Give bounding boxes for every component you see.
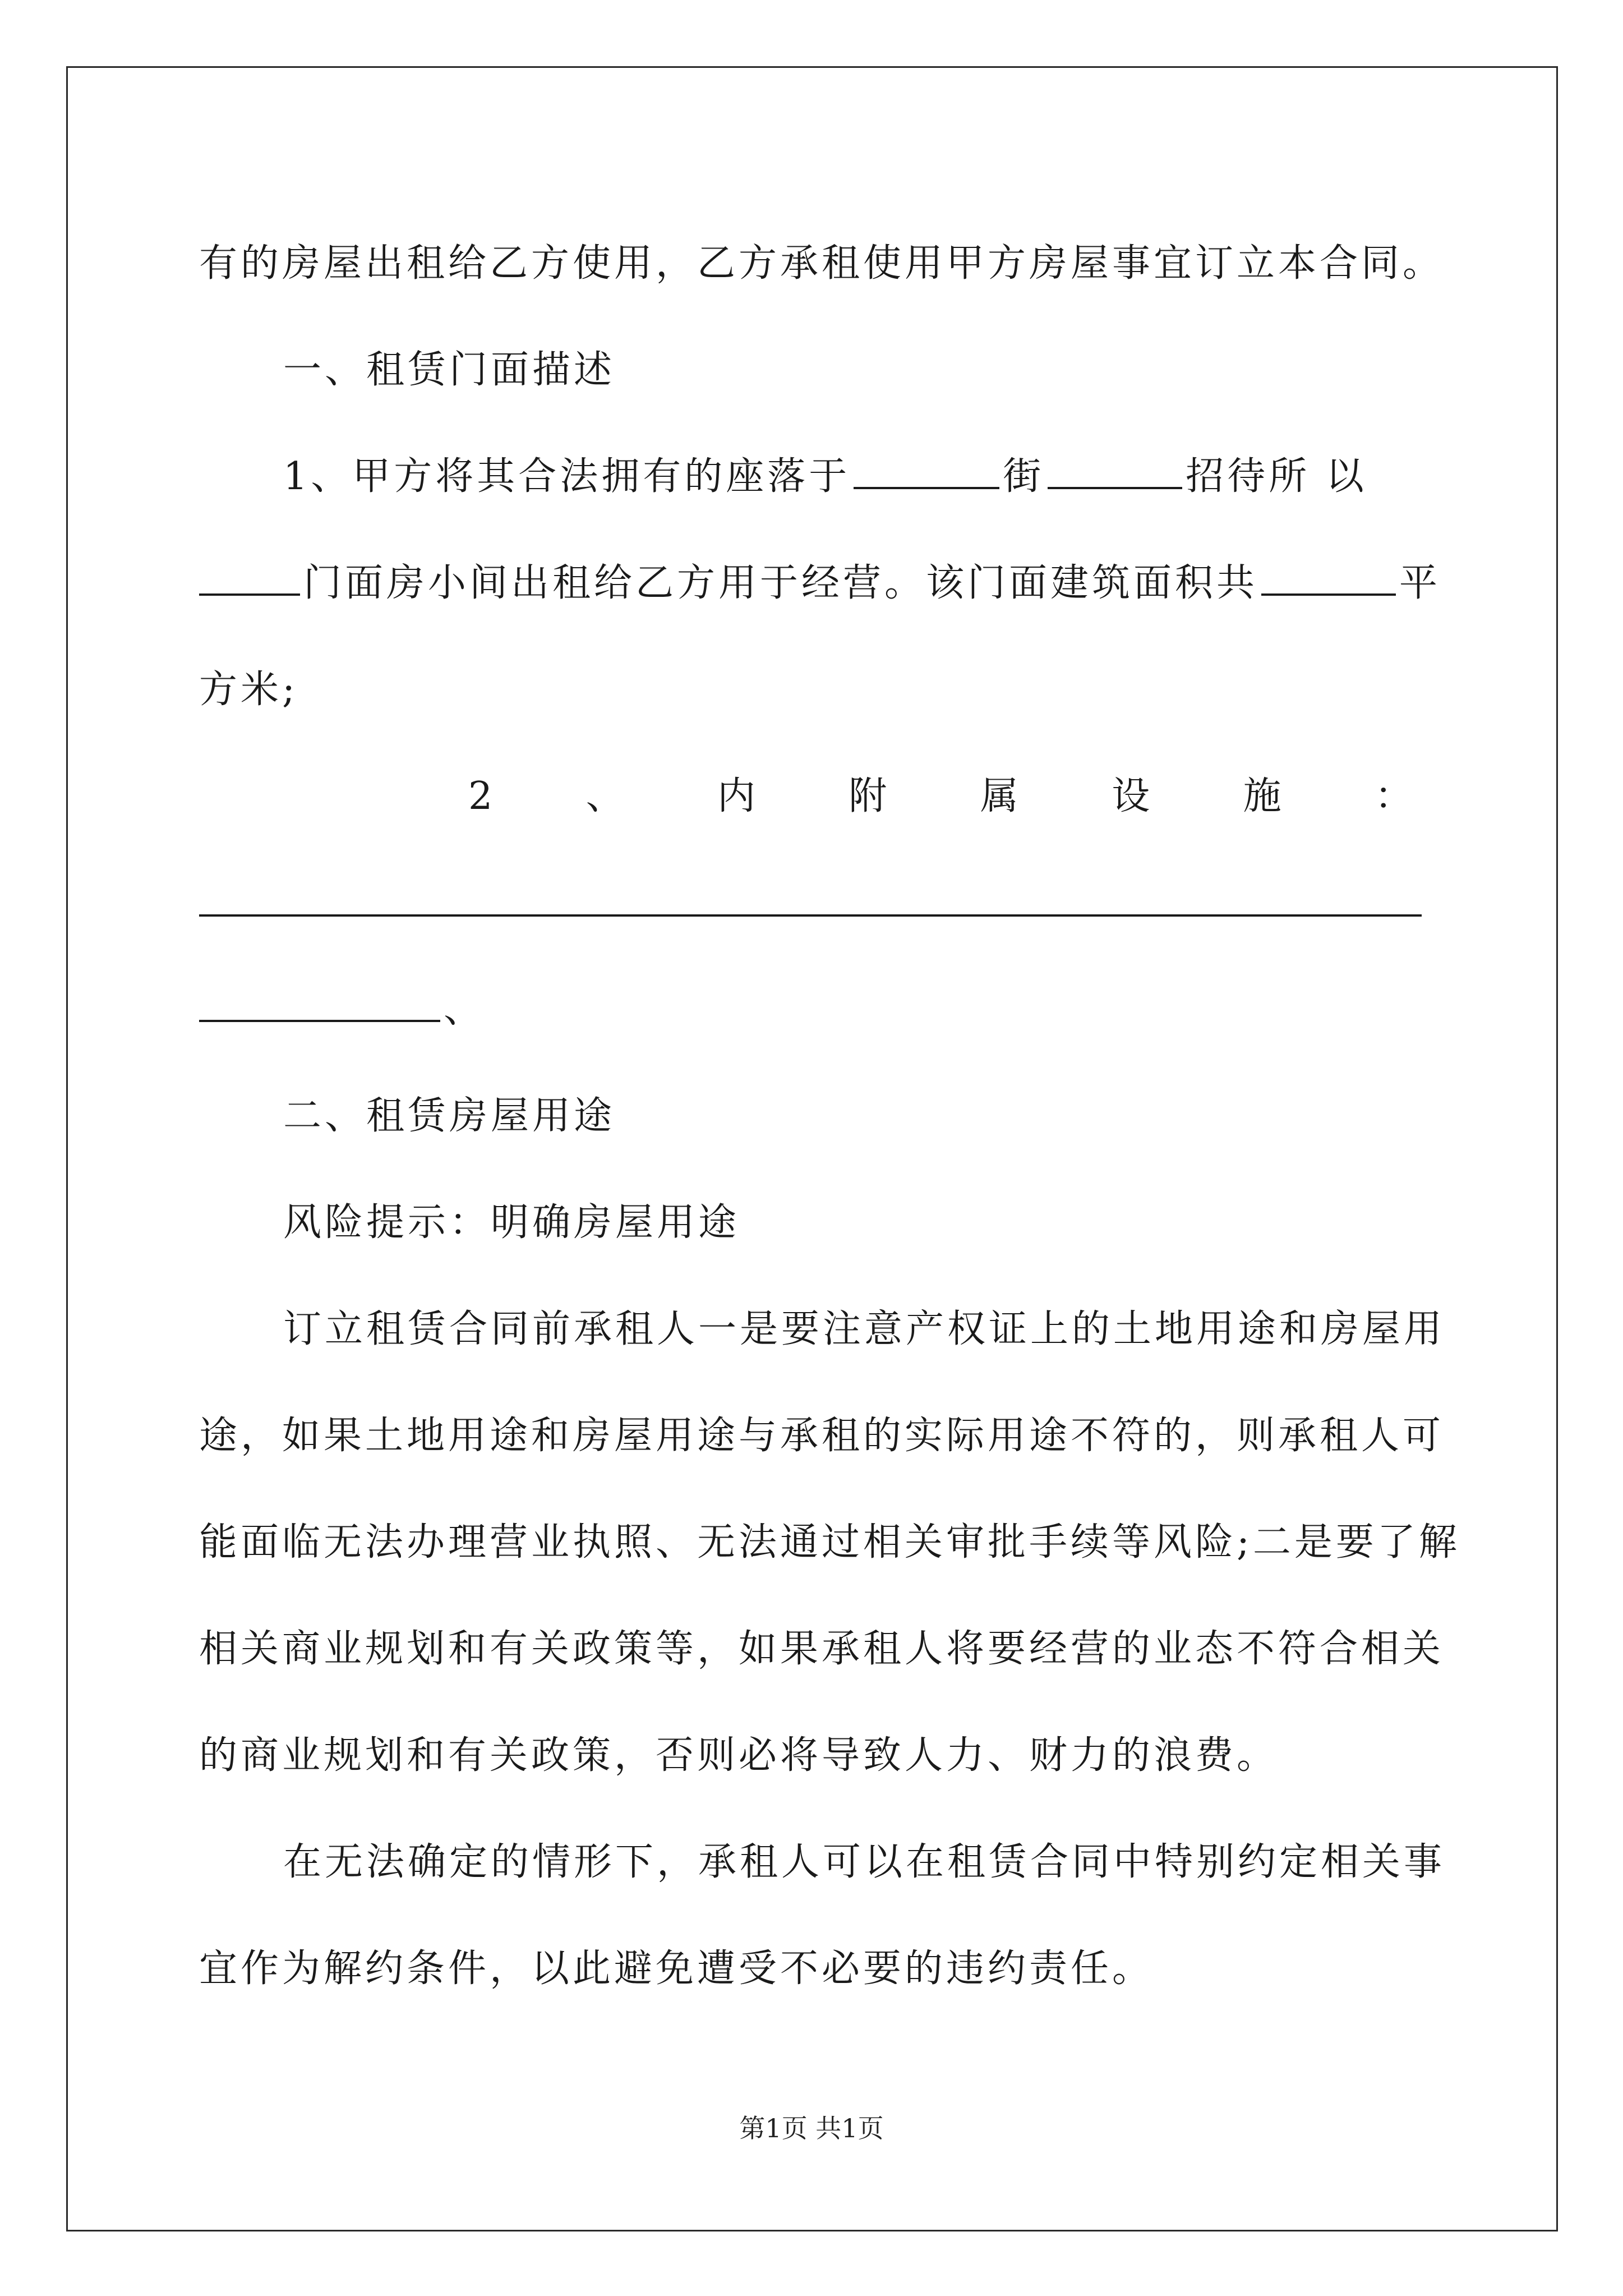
text: 风险提示：明确房屋用途: [283, 1200, 740, 1245]
spread-clause-line: [199, 743, 1422, 850]
text: 内: [717, 774, 759, 818]
text: 、: [444, 987, 486, 1032]
text: 方米;: [199, 668, 298, 712]
paragraph-line: [199, 1383, 1445, 1489]
text: 有的房屋出租给乙方使用，乙方承租使用甲方房屋事宜订立本合同。: [199, 241, 1445, 286]
page-number-footer: 第1页 共1页: [739, 2113, 884, 2143]
clause-line: [199, 956, 1422, 1063]
fill-blank-full: [199, 850, 1422, 956]
clause-line: [199, 530, 1441, 637]
text: 街: [1003, 454, 1045, 499]
text: 平: [1399, 561, 1441, 605]
risk-tip: [199, 1170, 1422, 1276]
text: 、: [585, 774, 628, 818]
text: 设: [1112, 774, 1154, 818]
clause-line: [199, 637, 1422, 743]
underline-rule: [199, 914, 1422, 917]
text: 1、甲方将其合法拥有的座落于: [283, 454, 851, 499]
section-heading: [199, 317, 1422, 424]
paragraph-line: [199, 1809, 1446, 1916]
text: 途，如果土地用途和房屋用途与承租的实际用途不符的，则承租人可: [199, 1414, 1445, 1458]
text: ：: [1374, 774, 1416, 818]
paragraph-line: [199, 1276, 1446, 1383]
fill-blank: [1048, 452, 1182, 489]
text: 门面房小间出租给乙方用于经营。该门面建筑面积共: [303, 561, 1258, 605]
text: 属: [980, 774, 1022, 818]
text: 施: [1243, 774, 1285, 818]
paragraph-line: [199, 1703, 1422, 1809]
fill-blank: [199, 559, 300, 596]
text: 能面临无法办理营业执照、无法通过相关审批手续等风险;二是要了解: [199, 1520, 1460, 1565]
text: 在无法确定的情形下，承租人可以在租赁合同中特别约定相关事: [283, 1840, 1446, 1884]
section-heading: [199, 1063, 1422, 1170]
clause-line: [199, 424, 1422, 530]
text: 宜作为解约条件，以此避免遭受不必要的违约责任。: [199, 1947, 1154, 1991]
paragraph-line: [199, 1489, 1460, 1596]
text: 相关商业规划和有关政策等，如果承租人将要经营的业态不符合相关: [199, 1627, 1445, 1671]
paragraph-line: [199, 1596, 1445, 1703]
text: 的商业规划和有关政策，否则必将导致人力、财力的浪费。: [199, 1733, 1279, 1778]
fill-blank: [199, 985, 440, 1022]
text: 订立租赁合同前承租人一是要注意产权证上的土地用途和房屋用: [283, 1307, 1446, 1351]
text: 2: [468, 774, 496, 818]
text: 二、租赁房屋用途: [283, 1094, 616, 1138]
text: 附: [849, 774, 891, 818]
fill-blank: [854, 452, 999, 489]
fill-blank: [1261, 559, 1396, 596]
paragraph-line: [199, 1916, 1422, 2022]
document-body: [199, 210, 1460, 2022]
paragraph-line: [199, 210, 1445, 317]
text: 招待所 以: [1186, 454, 1367, 499]
text: 一、租赁门面描述: [283, 348, 616, 392]
